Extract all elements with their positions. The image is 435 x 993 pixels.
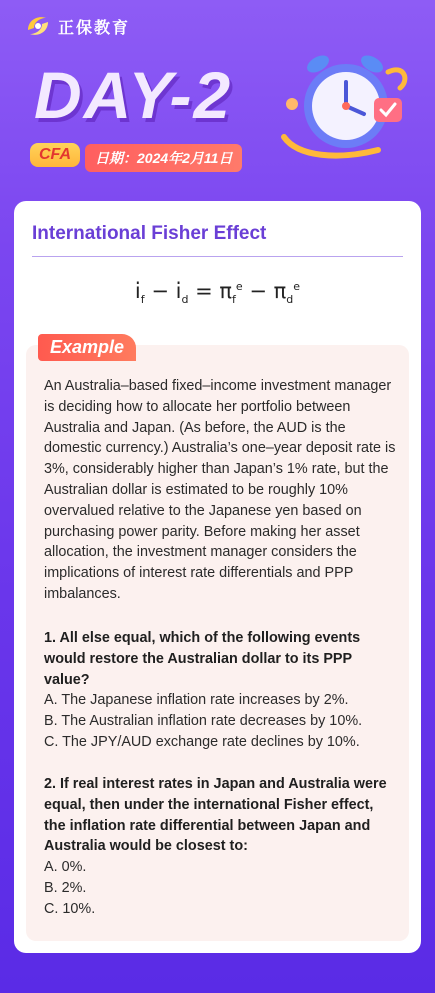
question-1-option-b: B. The Australian inflation rate decreases by 10%. xyxy=(44,713,363,730)
question-2-option-c: C. 10%. xyxy=(44,900,96,917)
heading-divider xyxy=(32,256,403,257)
date-badge: 日期：2024年2月11日 xyxy=(85,144,242,172)
question-2-option-b: B. 2%. xyxy=(44,879,87,896)
question-2 xyxy=(44,774,399,920)
question-2-option-a: A. 0%. xyxy=(44,859,87,876)
brand-logo xyxy=(24,12,130,40)
brand-name: 正保教育 xyxy=(58,19,131,37)
section-heading: International Fisher Effect xyxy=(32,223,267,244)
question-1 xyxy=(44,628,399,753)
question-1-option-a: A. The Japanese inflation rate increases by 2%. xyxy=(44,692,349,709)
alarm-clock-icon xyxy=(278,42,418,162)
page-title: DAY-2 xyxy=(34,58,233,132)
cfa-badge: CFA xyxy=(30,143,80,167)
content-card xyxy=(14,201,421,953)
example-scenario: An Australia–based fixed–income investment manager is deciding how to allocate her portfolio between Australia and Japan. (As before, the AUD is the domestic currency.) Australia’s one–year deposit rate is 3%, considerably higher than Japan’s 1% rate, but the Australian dollar is estimated to be roughly 10% overvalued relative to the Japanese yen based on purchasing power parity. Before making her asset allocation, the investment manager considers the implications of interest rate differentials and PPP imbalances. xyxy=(44,378,396,602)
question-1-option-c: C. The JPY/AUD exchange rate declines by 10%. xyxy=(44,733,360,750)
question-2-text: 2. If real interest rates in Japan and Australia were equal, then under the international Fisher effect, the inflation rate differential between Japan and Australia would be closest to: xyxy=(44,776,387,855)
question-1-text: 1. All else equal, which of the following events would restore the Australian dollar to its PPP value? xyxy=(44,630,361,688)
example-label: Example xyxy=(38,334,136,361)
brand-swirl-icon xyxy=(24,12,52,40)
fisher-formula: $i_f - i_d = \pi_f^e - \pi_d^e$ xyxy=(134,279,301,307)
